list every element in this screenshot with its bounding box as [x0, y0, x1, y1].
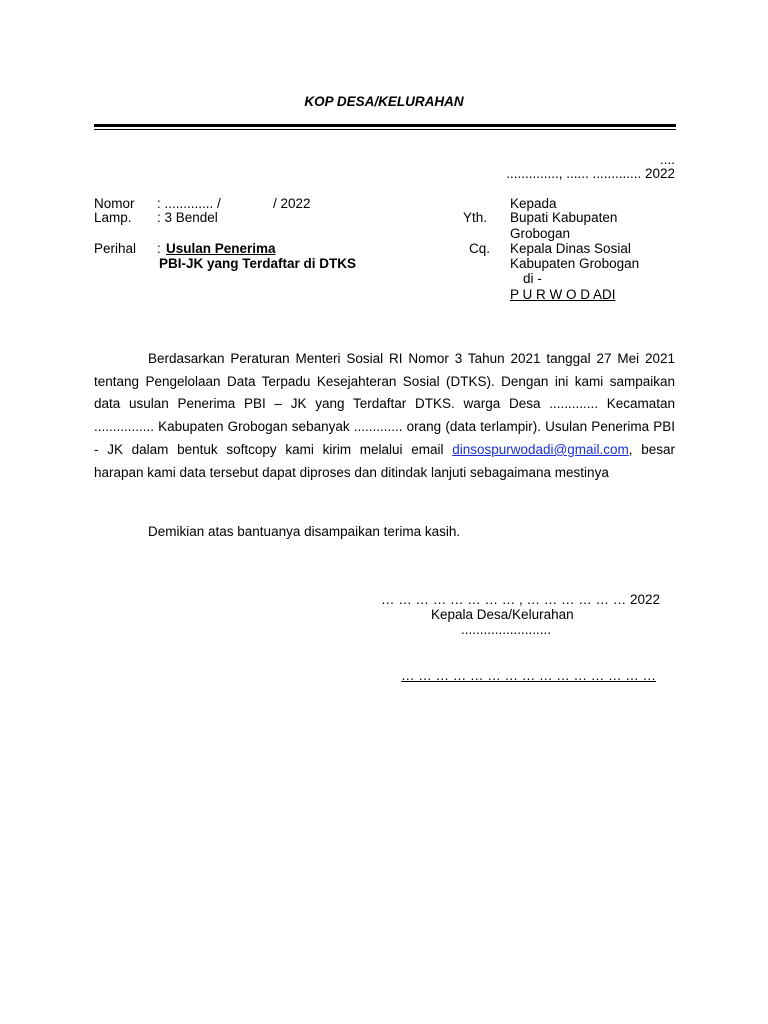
recipient-cq-line2: Kabupaten Grobogan: [510, 256, 640, 271]
signature-line: … … … … … … … … … … … … … … …: [401, 668, 657, 683]
recipient-yth-label: Yth.: [463, 210, 488, 225]
letter-date: .............., ...... ............. 2022: [506, 166, 675, 181]
recipient-kepada: Kepada: [510, 196, 557, 211]
recipient-cq-line1: Kepala Dinas Sosial: [510, 241, 631, 256]
body-paragraph-1-ending: , besar harapan kami data tersebut dapat diproses dan ditindak lanjuti sebagaimana mestinya: [94, 441, 675, 480]
recipient-yth-line1: Bupati Kabupaten: [510, 210, 618, 225]
perihal-subject-line1: Usulan Penerima: [166, 241, 276, 256]
body-paragraph-1: [94, 348, 675, 484]
letter-body: [94, 348, 675, 484]
lamp-label: Lamp.: [94, 210, 132, 225]
perihal-colon: :: [157, 241, 161, 256]
recipient-yth-line2: Grobogan: [510, 226, 571, 241]
nomor-value: : ............. /: [157, 196, 221, 211]
letterhead-rule-thick: [94, 124, 676, 127]
date-dots: ....: [659, 152, 675, 167]
body-paragraph-1-text: Berdasarkan Peraturan Menteri Sosial RI Nomor 3 Tahun 2021 tanggal 27 Mei 2021 tentang Pengelolaan Data Terpadu Kesejahteran Sosial (DTKS). Dengan ini kami sampaikan data usulan Penerima PBI – JK yang Terdaftar DTKS. warga Desa ............. Kecamatan ................ Kabupaten Grobogan sebanyak ............. orang (data terlampir). Usulan Penerima PBI - JK dalam bentuk softcopy kami kirim melalui email: [94, 351, 675, 457]
perihal-label: Perihal: [94, 241, 137, 256]
letterhead-rule-thin: [94, 129, 676, 130]
lamp-value: : 3 Bendel: [157, 210, 218, 225]
email-link[interactable]: dinsospurwodadi@gmail.com: [452, 441, 629, 457]
recipient-di: di -: [523, 271, 542, 286]
letterhead-title: KOP DESA/KELURAHAN: [304, 94, 464, 109]
nomor-label: Nomor: [94, 196, 135, 211]
signature-date: … … … … … … … … , … … … … … … 2022: [381, 592, 661, 607]
recipient-cq-label: Cq.: [469, 241, 491, 256]
signature-village-dots: ........................: [461, 622, 552, 637]
signature-title: Kepala Desa/Kelurahan: [431, 607, 574, 622]
body-paragraph-2: Demikian atas bantuanya disampaikan terima kasih.: [148, 524, 461, 539]
nomor-year: / 2022: [273, 196, 311, 211]
perihal-subject-line2: PBI-JK yang Terdaftar di DTKS: [159, 256, 357, 271]
recipient-city: P U R W O D ADI: [510, 287, 616, 302]
